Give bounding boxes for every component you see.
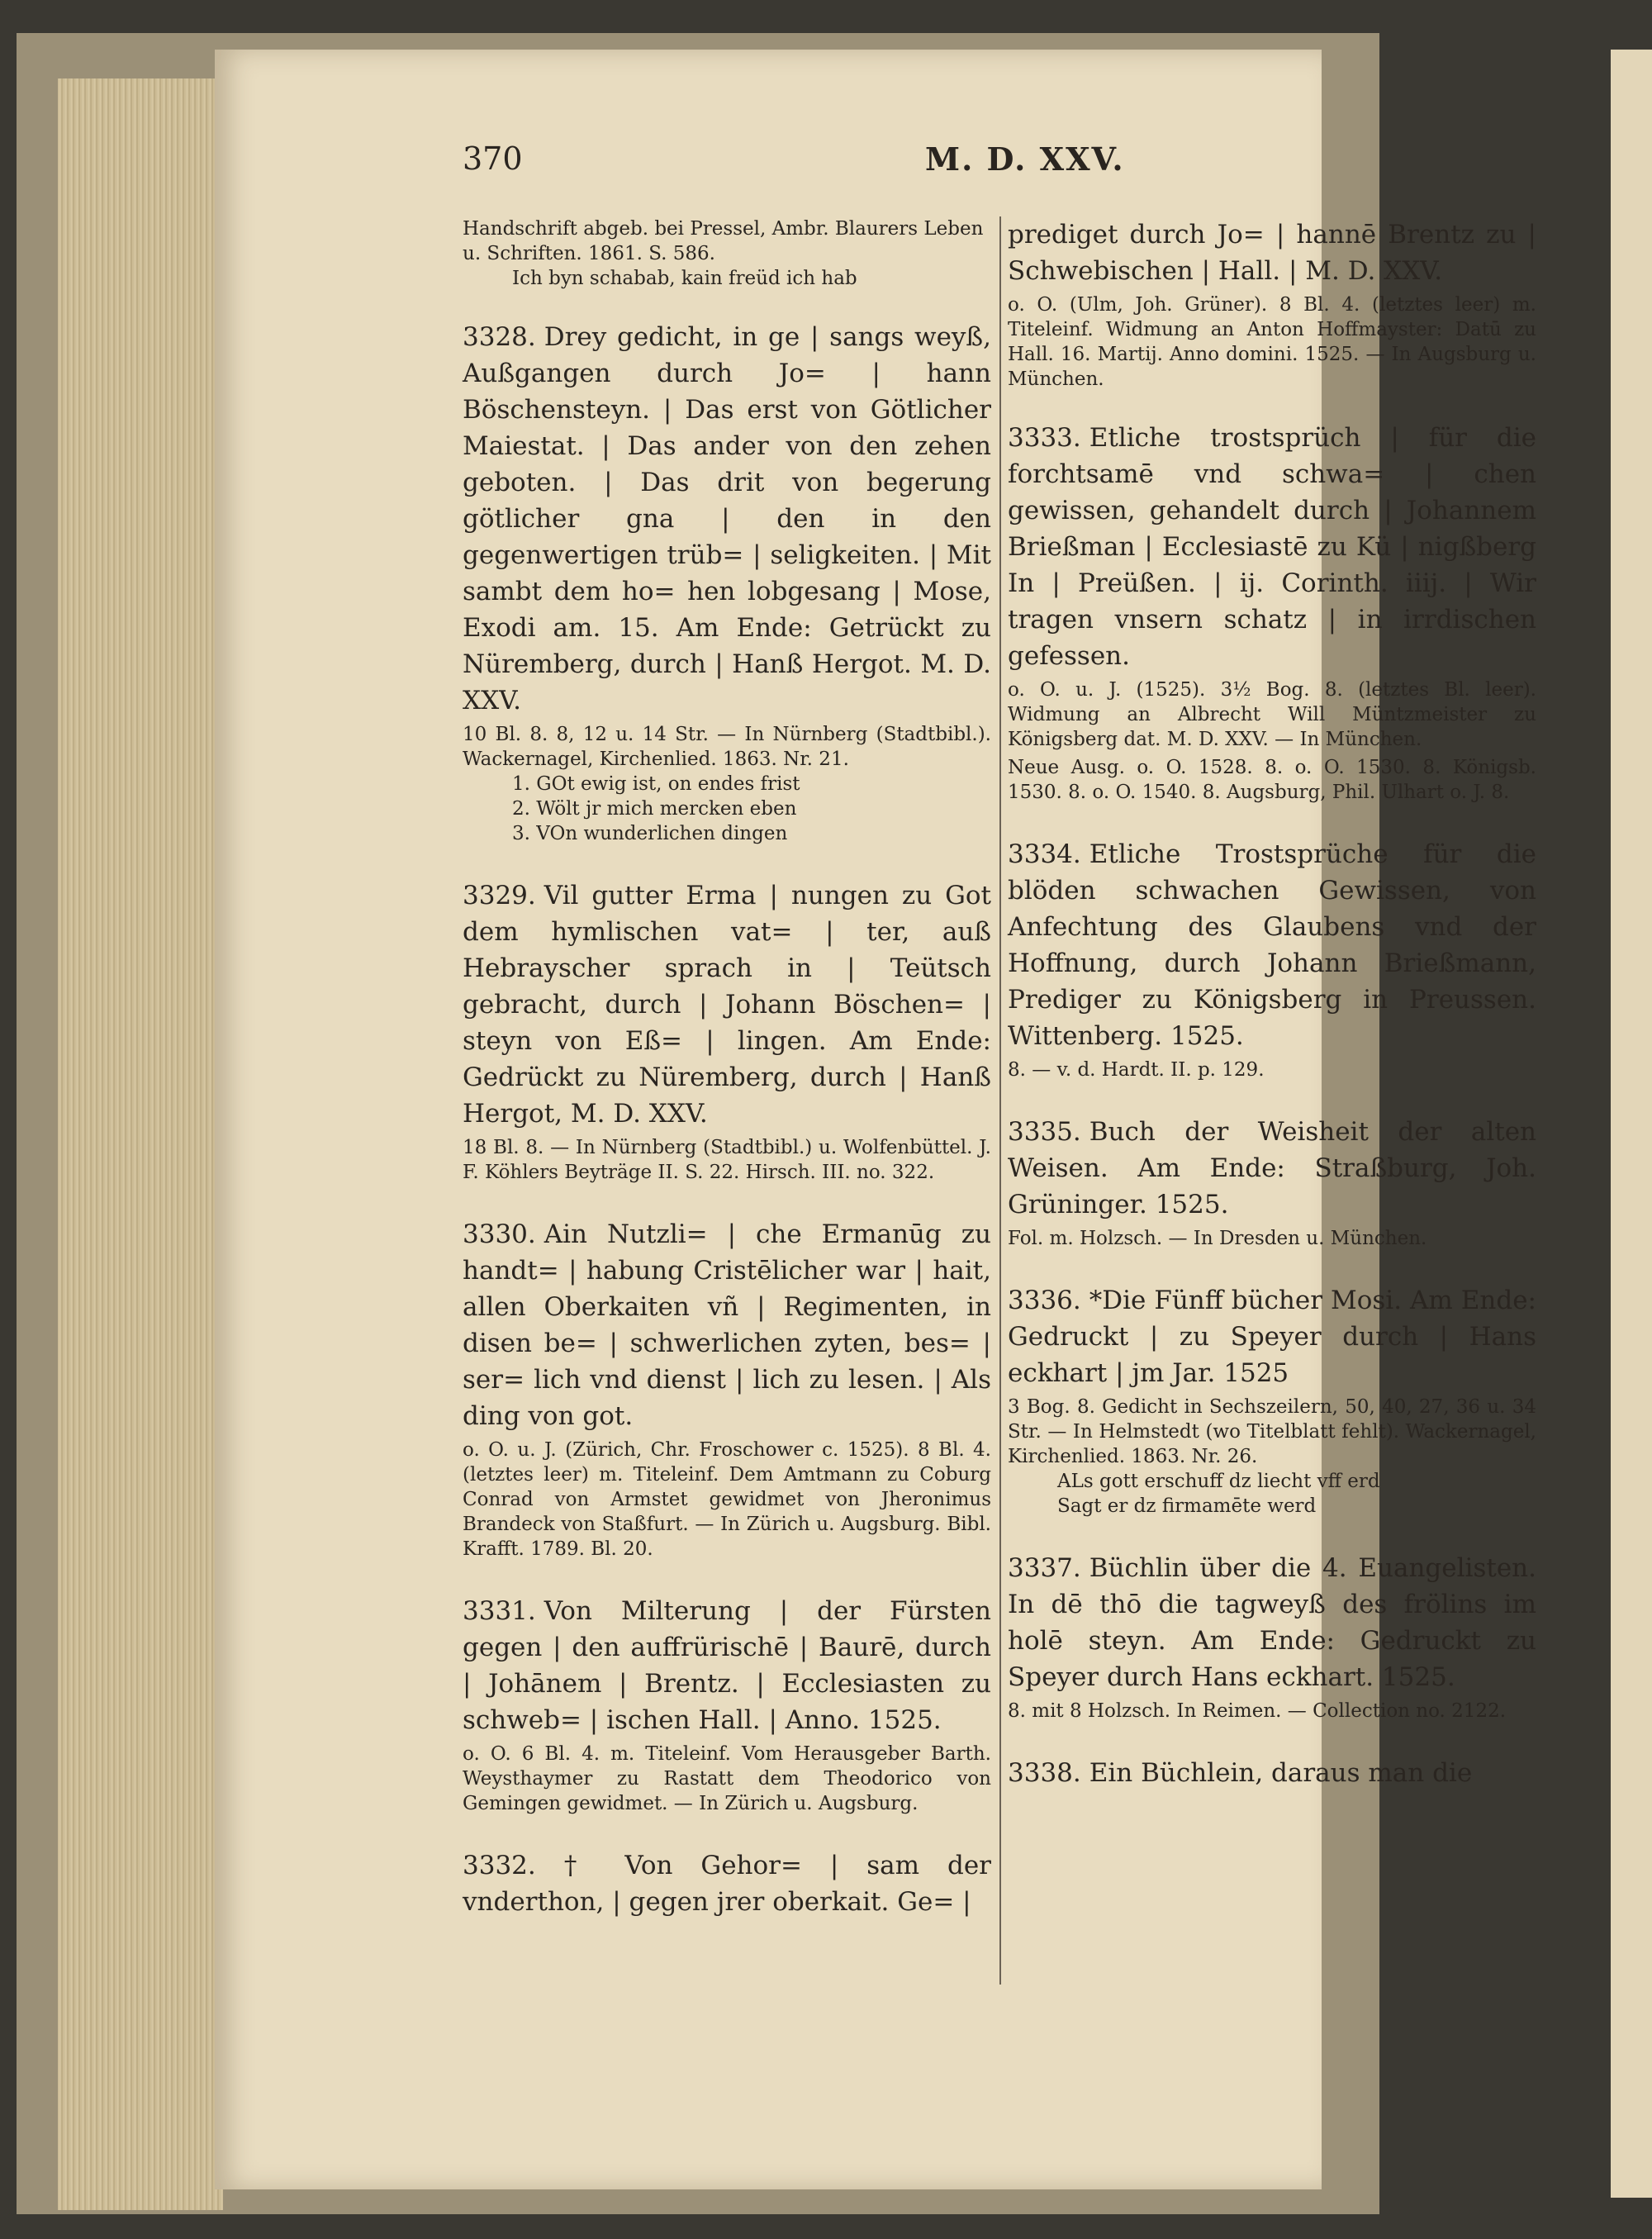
entry-text: Etliche trostsprüch | für die forchtsamē vnd schwa= | chen gewissen, gehandelt durch | Johannem Brießman | Ecclesiastē zu Kü | nigßberg In | Preüßen. | ij. Corinth. iiij. | Wir tragen vnsern schatz | in irrdischen gefessen. bbox=[1008, 423, 1536, 671]
entry-number: 3331. bbox=[463, 1596, 536, 1626]
entry-text: Ein Büchlein, daraus man die bbox=[1089, 1758, 1473, 1788]
running-title: M. D. XXV. bbox=[925, 140, 1125, 178]
entry-text: † Von Gehor= | sam der vnderthon, | gegen jrer oberkait. Ge= | bbox=[463, 1851, 991, 1917]
continuation-note: o. O. (Ulm, Joh. Grüner). 8 Bl. 4. (letztes leer) m. Titeleinf. Widmung an Anton Hoffmayster: Datū zu Hall. 16. Martij. Anno domini. 1525. — In Augsburg u. München. bbox=[1008, 294, 1536, 390]
right-column bbox=[1008, 216, 1536, 1823]
facing-page-edge bbox=[1611, 50, 1652, 2198]
entry-title bbox=[1008, 1282, 1536, 1391]
entry-number: 3332. bbox=[463, 1851, 536, 1880]
entry-title bbox=[1008, 420, 1536, 674]
entry-number: 3335. bbox=[1008, 1117, 1081, 1147]
column-divider bbox=[999, 216, 1001, 1985]
entry-number: 3328. bbox=[463, 322, 536, 352]
entry-3336 bbox=[1008, 1282, 1536, 1519]
entry-3329 bbox=[463, 877, 991, 1185]
entry-note: o. O. 6 Bl. 4. m. Titeleinf. Vom Herausgeber Barth. Weysthaymer zu Rastatt dem Theodorico von Gemingen gewidmet. — In Zürich u. Augsburg. bbox=[463, 1743, 991, 1814]
incipit-line: Sagt er dz firmamēte werd bbox=[1057, 1495, 1317, 1517]
incipit-line: 3. VOn wunderlichen dingen bbox=[512, 823, 788, 844]
entry-3334 bbox=[1008, 836, 1536, 1082]
entry-title bbox=[1008, 836, 1536, 1054]
entry-title bbox=[463, 877, 991, 1132]
page-edges bbox=[58, 78, 223, 2210]
entry-text: Von Milterung | der Fürsten gegen | den auffrürischē | Baurē, durch | Johānem | Brentz. | Ecclesiasten zu schweb= | ischen Hall. | Anno. 1525. bbox=[463, 1596, 991, 1735]
entry-text: Etliche Trostsprüche für die blöden schwachen Gewissen, von Anfechtung des Glaubens vnd der Hoffnung, durch Johann Brießmann, Prediger zu Königsberg in Preussen. Wittenberg. 1525. bbox=[1008, 839, 1536, 1051]
entry-3335 bbox=[1008, 1114, 1536, 1251]
continuation-fragment bbox=[1008, 216, 1536, 392]
incipit-line: ALs gott erschuff dz liecht vff erd bbox=[1057, 1471, 1380, 1492]
entry-3337 bbox=[1008, 1550, 1536, 1723]
entry-note-2: Neue Ausg. o. O. 1528. 8. o. O. 1530. 8. Königsb. 1530. 8. o. O. 1540. 8. Augsburg, Phil. Ulhart o. J. 8. bbox=[1008, 757, 1536, 803]
entry-number: 3338. bbox=[1008, 1758, 1081, 1788]
entry-title bbox=[1008, 1755, 1536, 1791]
entry-title bbox=[463, 1216, 991, 1434]
entry-3328 bbox=[463, 319, 991, 846]
entry-text: Buch der Weisheit der alten Weisen. Am Ende: Straßburg, Joh. Grüninger. 1525. bbox=[1008, 1117, 1536, 1219]
entry-title bbox=[1008, 1550, 1536, 1695]
entry-title bbox=[1008, 1114, 1536, 1223]
continuation-text: prediget durch Jo= | hannē Brentz zu | Schwebischen | Hall. | M. D. XXV. bbox=[1008, 220, 1536, 286]
entry-title bbox=[463, 1847, 991, 1920]
left-column bbox=[463, 216, 991, 1951]
entry-title bbox=[463, 319, 991, 719]
entry-3338 bbox=[1008, 1755, 1536, 1791]
entry-text: Vil gutter Erma | nungen zu Got dem hymlischen vat= | ter, auß Hebrayscher sprach in | Teütsch gebracht, durch | Johann Böschen= | steyn von Eß= | lingen. Am Ende: Gedrückt zu Nüremberg, durch | Hanß Hergot, M. D. XXV. bbox=[463, 881, 991, 1129]
entry-text: Büchlin über die 4. Euangelisten. In dē thō die tagweyß des frölins im holē steyn. Am Ende: Gedruckt zu Speyer durch Hans eckhart. 1525. bbox=[1008, 1553, 1536, 1692]
incipit-line: 2. Wölt jr mich mercken eben bbox=[512, 798, 797, 820]
continuation-fragment bbox=[463, 216, 991, 291]
entry-3332 bbox=[463, 1847, 991, 1920]
continuation-line: Handschrift abgeb. bei Pressel, Ambr. Blaurers Leben u. Schriften. 1861. S. 586. bbox=[463, 218, 984, 264]
entry-title bbox=[463, 1593, 991, 1738]
entry-3333 bbox=[1008, 420, 1536, 805]
entry-text: *Die Fünff bücher Mosi. Am Ende: Gedruckt | zu Speyer durch | Hans eckhart | jm Jar. 1525 bbox=[1008, 1286, 1536, 1388]
running-head bbox=[463, 140, 1569, 190]
entry-note: o. O. u. J. (Zürich, Chr. Froschower c. 1525). 8 Bl. 4. (letztes leer) m. Titeleinf. Dem Amtmann zu Coburg Conrad von Armstet gewidmet von Jheronimus Brandeck von Staßfurt. — In Zürich u. Augsburg. Bibl. Krafft. 1789. Bl. 20. bbox=[463, 1439, 991, 1560]
entry-number: 3336. bbox=[1008, 1286, 1081, 1315]
entry-note: o. O. u. J. (1525). 3½ Bog. 8. (letztes Bl. leer). Widmung an Albrecht Will Müntzmeister zu Königsberg dat. M. D. XXV. — In München. bbox=[1008, 679, 1536, 750]
entry-note: 10 Bl. 8. 8, 12 u. 14 Str. — In Nürnberg (Stadtbibl.). Wackernagel, Kirchenlied. 1863. Nr. 21. bbox=[463, 724, 991, 770]
entry-3331 bbox=[463, 1593, 991, 1816]
entry-note: 8. mit 8 Holzsch. In Reimen. — Collection no. 2122. bbox=[1008, 1700, 1507, 1722]
page-number: 370 bbox=[463, 140, 523, 177]
entry-note: Fol. m. Holzsch. — In Dresden u. München. bbox=[1008, 1228, 1427, 1249]
entry-text: Drey gedicht, in ge | sangs weyß, Außgangen durch Jo= | hann Böschensteyn. | Das erst von Götlicher Maiestat. | Das ander von den zehen geboten. | Das drit von begerung götlicher gna | den in den gegenwertigen trüb= | seligkeiten. | Mit sambt dem ho= hen lobgesang | Mose, Exodi am. 15. Am Ende: Getrückt zu Nüremberg, durch | Hanß Hergot. M. D. XXV. bbox=[463, 322, 991, 715]
entry-number: 3333. bbox=[1008, 423, 1081, 453]
entry-note: 18 Bl. 8. — In Nürnberg (Stadtbibl.) u. Wolfenbüttel. J. F. Köhlers Beyträge II. S. 22. Hirsch. III. no. 322. bbox=[463, 1137, 991, 1183]
entry-note: 3 Bog. 8. Gedicht in Sechszeilern, 50, 40, 27, 36 u. 34 Str. — In Helmstedt (wo Titelblatt fehlt). Wackernagel, Kirchenlied. 1863. Nr. 26. bbox=[1008, 1396, 1536, 1467]
entry-number: 3334. bbox=[1008, 839, 1081, 869]
entry-number: 3329. bbox=[463, 881, 536, 910]
entry-text: Ain Nutzli= | che Ermanūg zu handt= | habung Cristēlicher war | hait, allen Oberkaiten vñ | Regimenten, in disen be= | schwerlichen zyten, bes= | ser= lich vnd dienst | lich zu lesen. | Als ding von got. bbox=[463, 1219, 991, 1431]
entry-note: 8. — v. d. Hardt. II. p. 129. bbox=[1008, 1059, 1265, 1081]
continuation-incipit: Ich byn schabab, kain freüd ich hab bbox=[512, 268, 857, 289]
entry-number: 3337. bbox=[1008, 1553, 1081, 1583]
entry-number: 3330. bbox=[463, 1219, 536, 1249]
incipit-line: 1. GOt ewig ist, on endes frist bbox=[512, 773, 800, 795]
entry-3330 bbox=[463, 1216, 991, 1562]
